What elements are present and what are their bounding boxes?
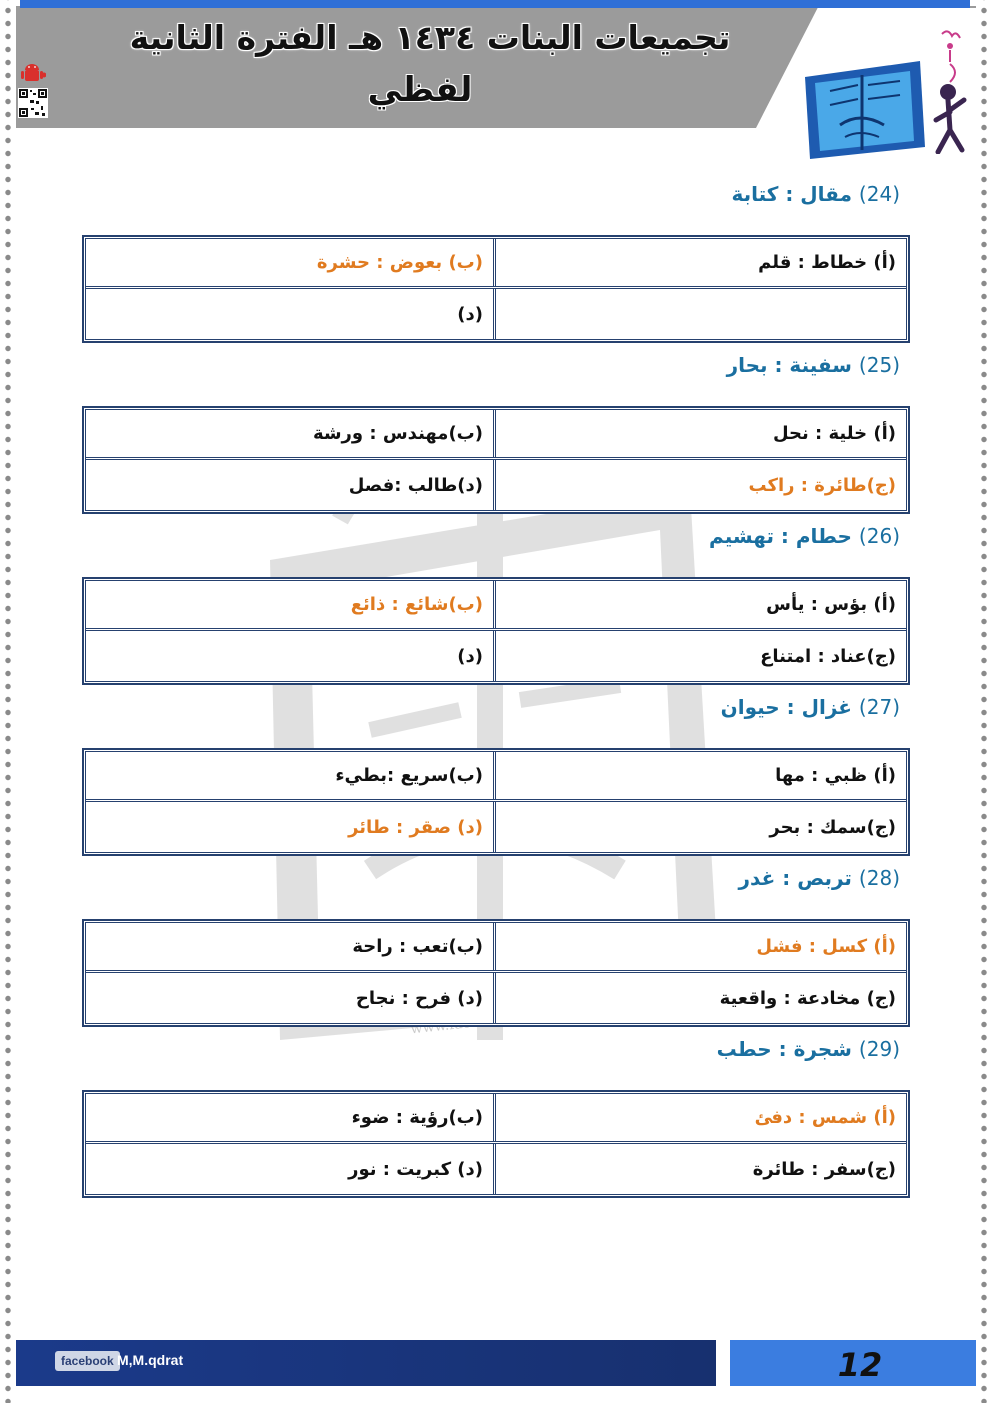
question-number: (29) (858, 1037, 900, 1061)
question-28-options (83, 920, 909, 1026)
question-text: حطام : تهشيم (709, 524, 852, 548)
options-row (86, 239, 906, 289)
option-d[interactable]: (د) (86, 631, 496, 681)
options-row (86, 802, 906, 852)
options-row (86, 631, 906, 681)
option-a[interactable]: (أ) شمس : دفئ (754, 1107, 896, 1128)
option-b[interactable]: (ب)رؤية : ضوء (86, 1094, 496, 1141)
option-b[interactable]: (ب)تعب : راحة (86, 923, 496, 970)
right-diamond-border (976, 0, 992, 1403)
header-accent-bar (20, 0, 970, 8)
option-b[interactable]: (ب) بعوض : حشرة (86, 239, 496, 286)
page-title: تجميعات البنات ١٤٣٤ هـ الفترة الثانية (129, 18, 731, 57)
thinking-person-icon (928, 30, 974, 154)
question-number: (27) (858, 695, 900, 719)
option-b[interactable]: (ب)مهندس : ورشة (86, 410, 496, 457)
page-number: 12 (837, 1346, 883, 1384)
options-row (86, 410, 906, 460)
options-row (86, 289, 906, 339)
option-d[interactable]: (د) كبريت : نور (86, 1144, 496, 1194)
options-row (86, 1094, 906, 1144)
question-24-options (83, 236, 909, 342)
question-24-stem (731, 182, 900, 206)
option-c[interactable]: (ج) مخادعة : واقعية (719, 987, 896, 1009)
page-subtitle: لفظي (367, 70, 473, 110)
option-c[interactable]: (ج)عناد : امتناع (760, 645, 896, 667)
option-a[interactable]: (أ) خطاط : قلم (758, 252, 896, 273)
question-text: تربص : غدر (738, 866, 852, 890)
option-d[interactable]: (د) صقر : طائر (86, 802, 496, 852)
question-26-options (83, 578, 909, 684)
option-c[interactable]: (ج)طائرة : راكب (748, 474, 896, 496)
option-d[interactable]: (د)طالب :فصل (86, 460, 496, 510)
options-row (86, 923, 906, 973)
question-text: سفينة : بحار (726, 353, 852, 377)
options-row (86, 1144, 906, 1194)
question-26-stem (709, 524, 900, 548)
option-a[interactable]: (أ) ظبي : مها (775, 765, 896, 786)
question-text: غزال : حيوان (720, 695, 852, 719)
question-text: شجرة : حطب (716, 1037, 852, 1061)
option-d[interactable]: (د) فرح : نجاح (86, 973, 496, 1023)
options-row (86, 752, 906, 802)
android-icon (20, 62, 46, 84)
option-b[interactable]: (ب)شائع : ذائع (86, 581, 496, 628)
option-a[interactable]: (أ) كسل : فشل (756, 936, 896, 957)
question-29-options (83, 1091, 909, 1197)
facebook-page-name[interactable]: M,M.qdrat (117, 1352, 184, 1368)
option-a[interactable]: (أ) خلية : نحل (772, 423, 896, 444)
option-c[interactable]: (ج)سمك : بحر (769, 816, 896, 838)
left-diamond-border (0, 0, 16, 1403)
question-25-stem (727, 353, 900, 377)
option-a[interactable]: (أ) بؤس : يأس (766, 594, 896, 615)
qr-code-icon (18, 88, 48, 118)
question-27-options (83, 749, 909, 855)
facebook-badge[interactable]: facebook (55, 1351, 120, 1371)
question-27-stem (721, 695, 900, 719)
option-b[interactable]: (ب)سريع :بطيء (86, 752, 496, 799)
question-29-stem (717, 1037, 900, 1061)
qudrat-logo (800, 55, 930, 163)
options-row (86, 973, 906, 1023)
options-row (86, 581, 906, 631)
question-number: (26) (858, 524, 900, 548)
option-c[interactable]: (ج)سفر : طائرة (752, 1158, 896, 1180)
question-number: (24) (858, 182, 900, 206)
question-28-stem (739, 866, 900, 890)
option-c[interactable] (496, 289, 906, 339)
option-d[interactable]: (د) (86, 289, 496, 339)
options-row (86, 460, 906, 510)
question-25-options (83, 407, 909, 513)
question-text: مقال : كتابة (731, 182, 852, 206)
question-number: (28) (858, 866, 900, 890)
question-number: (25) (858, 353, 900, 377)
